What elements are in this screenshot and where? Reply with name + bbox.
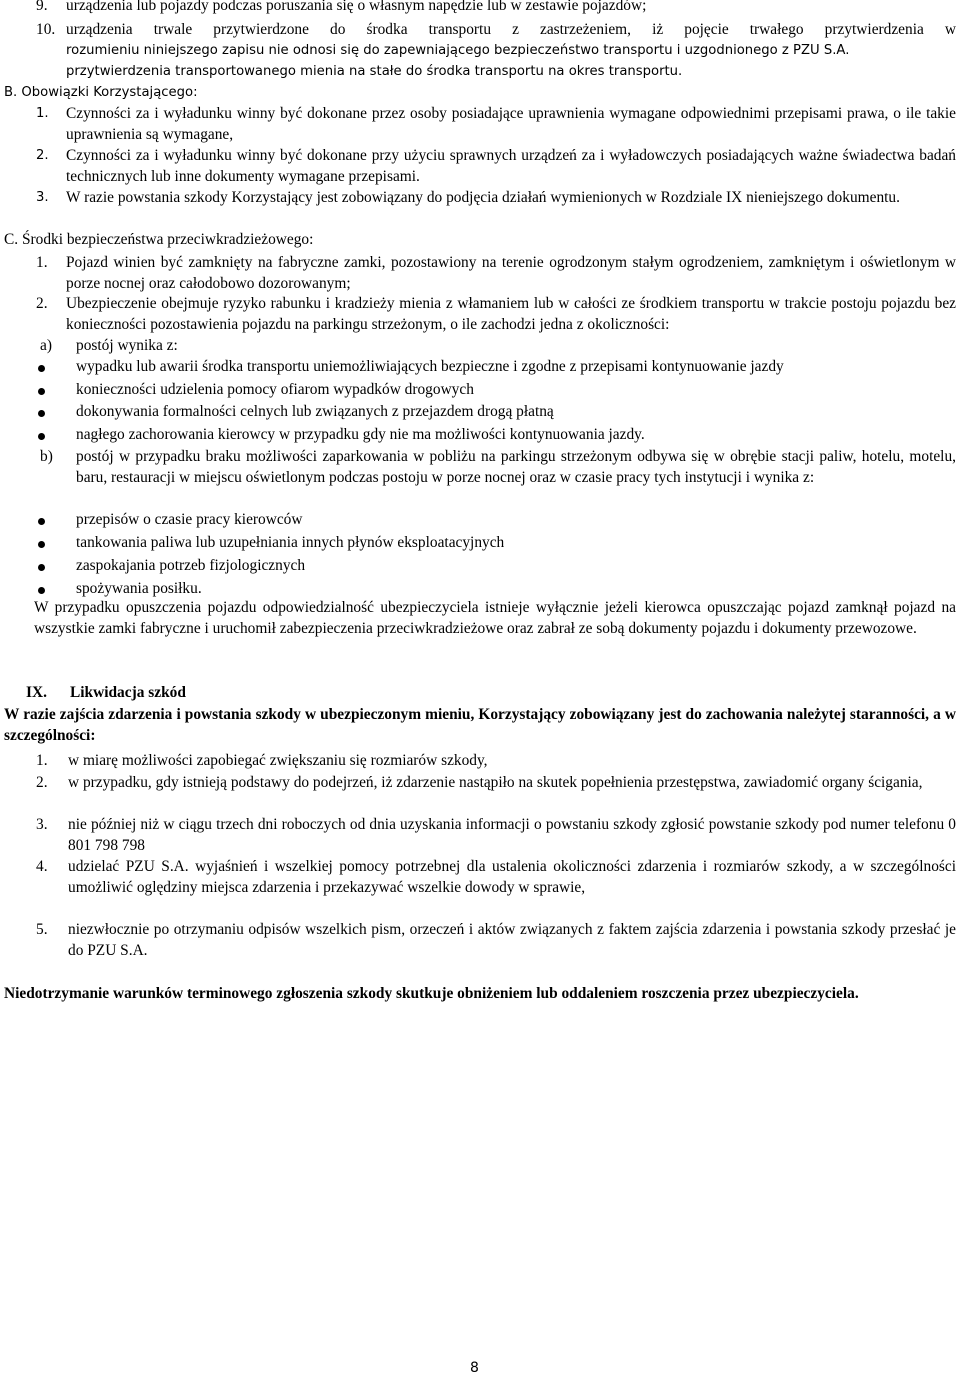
bullet-item: dokonywania formalności celnych lub związanych z przejazdem drogą płatną bbox=[76, 403, 554, 420]
bullet-item: konieczności udzielenia pomocy ofiarom wypadków drogowych bbox=[76, 381, 474, 398]
list-item-text: Czynności za i wyładunku winny być dokonane przy użyciu sprawnych urządzeń za i wyładowczych posiadających ważne świadectwa badań technicznych lub inne dokumenty wymagane przepisami. bbox=[66, 147, 956, 185]
section-title: Likwidacja szkód bbox=[70, 684, 186, 701]
sublist-text: postój wynika z: bbox=[76, 337, 178, 354]
page-number: 8 bbox=[470, 1360, 479, 1376]
final-note: Niedotrzymanie warunków terminowego zgłoszenia szkody skutkuje obniżeniem lub oddaleniem roszczenia przez ubezpieczyciela. bbox=[4, 985, 859, 1002]
list-item-text: rozumieniu niniejszego zapisu nie odnosi się do zapewniającego bezpieczeństwo transportu i uzgodnionego z PZU S.A. bbox=[66, 43, 850, 58]
bullet-icon bbox=[38, 410, 45, 417]
bullet-icon bbox=[38, 564, 45, 571]
list-item-text: przytwierdzenia transportowanego mienia na stałe do środka transportu na okres transportu. bbox=[66, 64, 683, 79]
list-number: 2. bbox=[36, 148, 49, 163]
sublist-text: postój w przypadku braku możliwości zaparkowania w pobliżu na parkingu strzeżonym odbywa się w obrębie stacji paliw, hotelu, motelu, baru, restauracji w miejscu oświetlonym podczas postoju w porze nocnej oraz w czasie pracy tych instytucji i wynika z: bbox=[76, 448, 956, 486]
bullet-item: nagłego zachorowania kierowcy w przypadku gdy nie ma możliwości kontynuowania jazdy. bbox=[76, 426, 645, 443]
section-heading: B. Obowiązki Korzystającego: bbox=[4, 85, 198, 100]
section-number: IX. bbox=[26, 684, 47, 701]
list-number: 2. bbox=[36, 774, 48, 791]
list-item-text: urządzenia trwale przytwierdzone do środka transportu z zastrzeżeniem, iż pojęcie trwałego przytwierdzenia w bbox=[66, 21, 956, 38]
list-item-text: Czynności za i wyładunku winny być dokonane przez osoby posiadające uprawnienia wymagane odpowiednimi przepisami prawa, o ile takie uprawnienia są wymagane, bbox=[66, 105, 956, 143]
sublist-label: b) bbox=[40, 448, 53, 465]
list-item-text: Pojazd winien być zamknięty na fabryczne zamki, pozostawiony na terenie ogrodzonym stałym ogrodzeniem, zamkniętym i oświetlonym w porze nocnej oraz całodobowo dozorowanym; bbox=[66, 254, 956, 292]
bullet-icon bbox=[38, 518, 45, 525]
bullet-item: spożywania posiłku. bbox=[76, 580, 202, 597]
list-number: 10. bbox=[36, 21, 56, 38]
list-item-text: W razie powstania szkody Korzystający jest zobowiązany do podjęcia działań wymienionych w Rozdziale IX nieniejszego dokumentu. bbox=[66, 189, 900, 206]
list-number: 9. bbox=[36, 0, 48, 14]
section-heading: C. Środki bezpieczeństwa przeciwkradzieżowego: bbox=[4, 231, 314, 248]
bullet-icon bbox=[38, 587, 45, 594]
list-number: 3. bbox=[36, 190, 49, 205]
list-item-text: w miarę możliwości zapobiegać zwiększaniu się rozmiarów szkody, bbox=[68, 752, 488, 769]
bullet-icon bbox=[38, 433, 45, 440]
list-number: 1. bbox=[36, 752, 48, 769]
list-item-text: urządzenia lub pojazdy podczas poruszania się o własnym napędzie lub w zestawie pojazdów; bbox=[66, 0, 647, 14]
list-item-text: nie później niż w ciągu trzech dni roboczych od dnia uzyskania informacji o powstaniu szkody zgłosić powstanie szkody pod numer telefonu 0 801 798 798 bbox=[68, 816, 956, 854]
list-number: 2. bbox=[36, 295, 48, 312]
bullet-icon bbox=[38, 365, 45, 372]
list-number: 3. bbox=[36, 816, 48, 833]
list-item-text: niezwłocznie po otrzymaniu odpisów wszelkich pism, orzeczeń i aktów związanych z faktem zajścia zdarzenia i powstania szkody przesłać je do PZU S.A. bbox=[68, 921, 956, 959]
bullet-item: przepisów o czasie pracy kierowców bbox=[76, 511, 303, 528]
bullet-icon bbox=[38, 388, 45, 395]
bullet-icon bbox=[38, 541, 45, 548]
bullet-item: wypadku lub awarii środka transportu uniemożliwiających bezpieczne i zgodne z przepisami kontynuowanie jazdy bbox=[76, 358, 784, 375]
list-item-text: Ubezpieczenie obejmuje ryzyko rabunku i kradzieży mienia z włamaniem lub w całości ze środkiem transportu w trakcie postoju pojazdu bez konieczności pozostawienia pojazdu na parkingu strzeżonym, o ile zachodzi jedna z okoliczności: bbox=[66, 295, 956, 333]
list-number: 1. bbox=[36, 106, 49, 121]
section-intro: W razie zajścia zdarzenia i powstania szkody w ubezpieczonym mieniu, Korzystający zobowiązany jest do zachowania należytej staranności, a w szczególności: bbox=[4, 706, 956, 744]
list-number: 4. bbox=[36, 858, 48, 875]
list-number: 5. bbox=[36, 921, 48, 938]
sublist-label: a) bbox=[40, 337, 52, 354]
list-item-text: w przypadku, gdy istnieją podstawy do podejrzeń, iż zdarzenie nastąpiło na skutek popełnienia przestępstwa, zawiadomić organy ścigania, bbox=[68, 774, 923, 791]
closing-paragraph: W przypadku opuszczenia pojazdu odpowiedzialność ubezpieczyciela istnieje wyłącznie jeżeli kierowca opuszczając pojazd zamknął pojazd na wszystkie zamki fabryczne i uruchomił zabezpieczenia przeciwkradzieżowe oraz zabrał ze sobą dokumenty pojazdu i dokumenty przewozowe. bbox=[34, 599, 956, 637]
list-item-text: udzielać PZU S.A. wyjaśnień i wszelkiej pomocy potrzebnej dla ustalenia okoliczności zdarzenia i rozmiarów szkody, a w szczególności umożliwić oględziny miejsca zdarzenia i przekazywać wszelkie dowody w sprawie, bbox=[68, 858, 956, 896]
bullet-item: zaspokajania potrzeb fizjologicznych bbox=[76, 557, 306, 574]
list-number: 1. bbox=[36, 254, 48, 271]
bullet-item: tankowania paliwa lub uzupełniania innych płynów eksploatacyjnych bbox=[76, 534, 505, 551]
